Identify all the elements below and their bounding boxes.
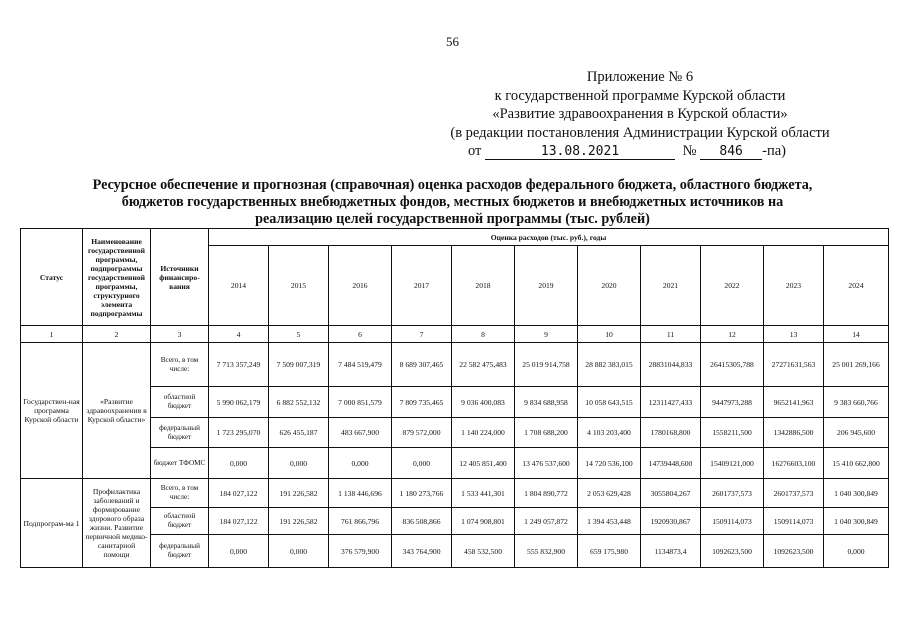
source-cell: Всего, в том числе:: [151, 343, 209, 387]
value-cell: 8 689 307,465: [392, 343, 452, 387]
value-cell: 9652141,963: [764, 387, 824, 418]
value-cell: 1 138 446,696: [329, 479, 392, 508]
value-cell: 2601737,573: [764, 479, 824, 508]
value-cell: 1780168,800: [641, 418, 701, 448]
value-cell: 761 866,796: [329, 508, 392, 535]
table-row: [21, 418, 889, 448]
column-number: 10: [578, 326, 641, 343]
table-row: [21, 535, 889, 568]
column-number: 6: [329, 326, 392, 343]
column-number: 5: [269, 326, 329, 343]
value-cell: 0,000: [209, 448, 269, 479]
column-number: 1: [21, 326, 83, 343]
date-prefix: от: [468, 143, 482, 159]
value-cell: 555 832,900: [515, 535, 578, 568]
table-row: [21, 508, 889, 535]
value-cell: 458 532,500: [452, 535, 515, 568]
value-cell: 1 140 224,000: [452, 418, 515, 448]
appendix-line-3: «Развитие здравоохранения в Курской области»: [492, 106, 788, 122]
value-cell: 7 809 735,465: [392, 387, 452, 418]
value-cell: 13 476 537,600: [515, 448, 578, 479]
status-cell: Государствен-ная программа Курской области: [21, 343, 83, 479]
value-cell: 14739448,600: [641, 448, 701, 479]
value-cell: 25 019 914,758: [515, 343, 578, 387]
value-cell: 1092623,500: [701, 535, 764, 568]
year-header-2014: 2014: [209, 246, 269, 326]
appendix-header: [400, 68, 880, 161]
value-cell: 9 383 660,766: [824, 387, 889, 418]
source-cell: областной бюджет: [151, 387, 209, 418]
number-suffix: -па): [762, 143, 786, 159]
value-cell: 1 804 890,772: [515, 479, 578, 508]
column-number: 14: [824, 326, 889, 343]
value-cell: 0,000: [824, 535, 889, 568]
value-cell: 15409121,000: [701, 448, 764, 479]
source-cell: федеральный бюджет: [151, 535, 209, 568]
value-cell: 15 410 662,800: [824, 448, 889, 479]
value-cell: 1509114,073: [764, 508, 824, 535]
year-header-2020: 2020: [578, 246, 641, 326]
value-cell: 7 000 851,579: [329, 387, 392, 418]
column-number: 4: [209, 326, 269, 343]
table-row: [21, 479, 889, 508]
status-cell: Подпрограм-ма 1: [21, 479, 83, 568]
value-cell: 191 226,582: [269, 508, 329, 535]
table-row: [21, 448, 889, 479]
source-cell: Всего, в том числе:: [151, 479, 209, 508]
column-number: 7: [392, 326, 452, 343]
value-cell: 7 484 519,479: [329, 343, 392, 387]
header-status: Статус: [21, 229, 83, 326]
value-cell: 836 508,866: [392, 508, 452, 535]
column-number: 13: [764, 326, 824, 343]
value-cell: 1 249 057,872: [515, 508, 578, 535]
value-cell: 16276603,100: [764, 448, 824, 479]
page-number: 56: [446, 34, 459, 49]
value-cell: 343 764,900: [392, 535, 452, 568]
value-cell: 2601737,573: [701, 479, 764, 508]
table-row: [21, 387, 889, 418]
value-cell: 0,000: [329, 448, 392, 479]
number-prefix: №: [682, 143, 697, 159]
value-cell: 1342886,500: [764, 418, 824, 448]
value-cell: 1 394 453,448: [578, 508, 641, 535]
value-cell: 879 572,000: [392, 418, 452, 448]
title-line-1: Ресурсное обеспечение и прогнозная (справочная) оценка расходов федерального бюджета, областного бюджета,: [92, 177, 813, 193]
value-cell: 191 226,582: [269, 479, 329, 508]
value-cell: 25 001 269,166: [824, 343, 889, 387]
number-value: 846: [700, 144, 762, 160]
value-cell: 6 882 552,132: [269, 387, 329, 418]
column-number: 9: [515, 326, 578, 343]
value-cell: 0,000: [269, 535, 329, 568]
value-cell: 9 834 688,958: [515, 387, 578, 418]
program-name-cell: Профилактика заболеваний и формирование здорового образа жизни. Развитие первичной медико-санитарной помощи: [83, 479, 151, 568]
column-number: 3: [151, 326, 209, 343]
appendix-line-2: к государственной программе Курской области: [494, 87, 786, 104]
source-cell: областной бюджет: [151, 508, 209, 535]
value-cell: 28 882 383,015: [578, 343, 641, 387]
value-cell: 626 455,187: [269, 418, 329, 448]
value-cell: 7 509 007,319: [269, 343, 329, 387]
value-cell: 1 180 273,766: [392, 479, 452, 508]
year-header-2023: 2023: [764, 246, 824, 326]
source-cell: федеральный бюджет: [151, 418, 209, 448]
title-line-3: реализацию целей государственной программы (тыс. рублей): [255, 211, 650, 227]
year-header-2022: 2022: [701, 246, 764, 326]
value-cell: 184 027,122: [209, 508, 269, 535]
value-cell: 3055804,267: [641, 479, 701, 508]
value-cell: 1 040 300,849: [824, 479, 889, 508]
resource-table: [20, 228, 889, 568]
title-line-2: бюджетов государственных внебюджетных фондов, местных бюджетов и внебюджетных источников на: [121, 194, 784, 210]
value-cell: 1 533 441,301: [452, 479, 515, 508]
value-cell: 9447973,288: [701, 387, 764, 418]
value-cell: 14 720 536,100: [578, 448, 641, 479]
value-cell: 5 990 062,179: [209, 387, 269, 418]
column-number: 12: [701, 326, 764, 343]
value-cell: 0,000: [269, 448, 329, 479]
date-value: 13.08.2021: [485, 144, 675, 160]
value-cell: 0,000: [209, 535, 269, 568]
value-cell: 1 723 295,070: [209, 418, 269, 448]
value-cell: 1920930,867: [641, 508, 701, 535]
column-number: 8: [452, 326, 515, 343]
year-header-2017: 2017: [392, 246, 452, 326]
value-cell: 12311427,433: [641, 387, 701, 418]
value-cell: 376 579,900: [329, 535, 392, 568]
year-header-2021: 2021: [641, 246, 701, 326]
year-header-2018: 2018: [452, 246, 515, 326]
header-source: Источники финансиро-вания: [151, 229, 209, 326]
year-header-2024: 2024: [824, 246, 889, 326]
value-cell: 4 103 203,400: [578, 418, 641, 448]
value-cell: 9 036 400,083: [452, 387, 515, 418]
value-cell: 1 040 300,849: [824, 508, 889, 535]
year-header-2016: 2016: [329, 246, 392, 326]
value-cell: 184 027,122: [209, 479, 269, 508]
column-number: 11: [641, 326, 701, 343]
value-cell: 28831044,833: [641, 343, 701, 387]
appendix-line-4: (в редакции постановления Администрации Курской области: [450, 124, 830, 141]
program-name-cell: «Развитие здравоохранения в Курской области»: [83, 343, 151, 479]
column-number: 2: [83, 326, 151, 343]
appendix-line-1: Приложение № 6: [586, 69, 694, 85]
value-cell: 1092623,500: [764, 535, 824, 568]
header-estimate: Оценка расходов (тыс. руб.), годы: [209, 229, 889, 246]
value-cell: 27271631,563: [764, 343, 824, 387]
value-cell: 2 053 629,428: [578, 479, 641, 508]
value-cell: 0,000: [392, 448, 452, 479]
header-name: Наименование государственной программы, подпрограммы государственной программы, структурного элемента подпрограммы: [83, 229, 151, 326]
source-cell: бюджет ТФОМС: [151, 448, 209, 479]
value-cell: 10 058 643,515: [578, 387, 641, 418]
value-cell: 1558211,500: [701, 418, 764, 448]
value-cell: 659 175,980: [578, 535, 641, 568]
value-cell: 22 582 475,483: [452, 343, 515, 387]
value-cell: 1 708 688,200: [515, 418, 578, 448]
value-cell: 26415305,788: [701, 343, 764, 387]
table-row: [21, 343, 889, 387]
document-title: [30, 177, 875, 228]
value-cell: 12 405 851,400: [452, 448, 515, 479]
value-cell: 1509114,073: [701, 508, 764, 535]
value-cell: 1134873,4: [641, 535, 701, 568]
appendix-date-line: [400, 142, 880, 161]
value-cell: 1 074 908,801: [452, 508, 515, 535]
value-cell: 483 667,900: [329, 418, 392, 448]
value-cell: 206 945,600: [824, 418, 889, 448]
year-header-2015: 2015: [269, 246, 329, 326]
year-header-2019: 2019: [515, 246, 578, 326]
value-cell: 7 713 357,249: [209, 343, 269, 387]
